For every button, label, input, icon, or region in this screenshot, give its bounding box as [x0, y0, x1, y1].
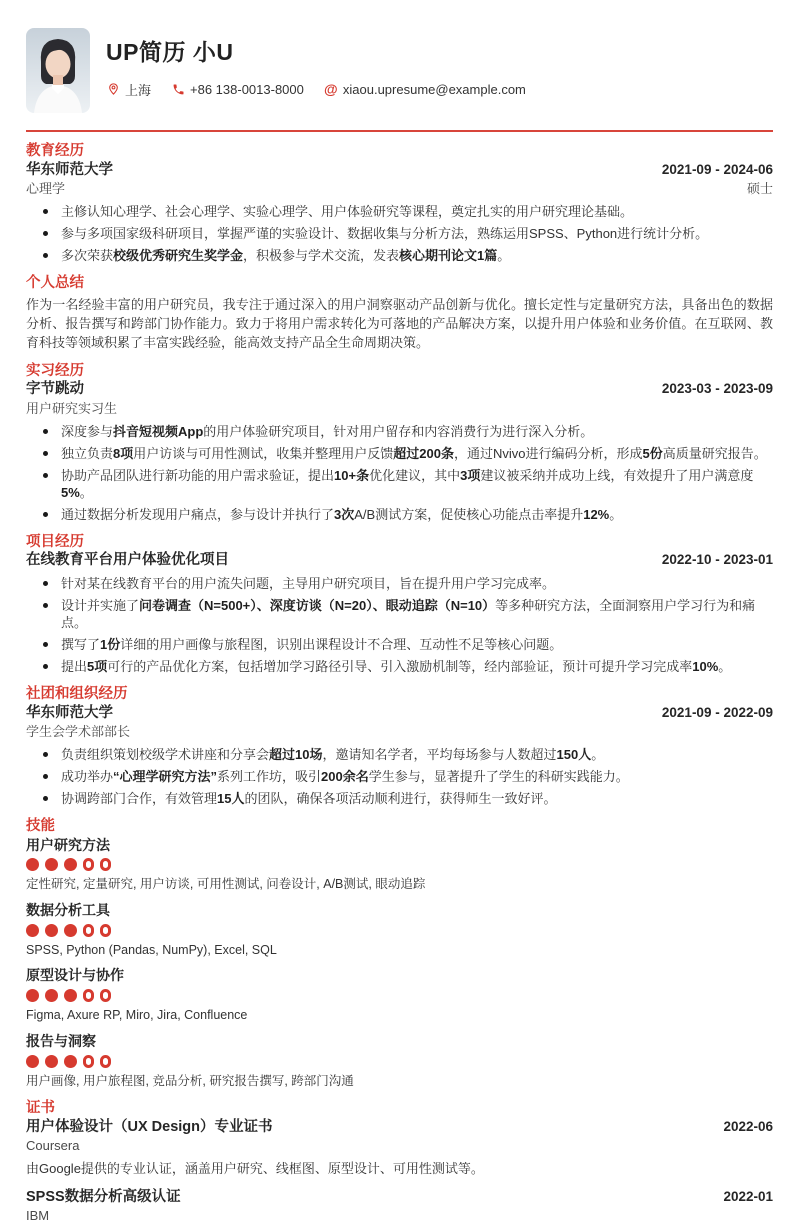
- contact-phone: [171, 82, 304, 97]
- text-segment: 。: [497, 247, 511, 263]
- bullet-list: [26, 575, 773, 675]
- highlighted-text: 10%: [692, 658, 719, 674]
- bullet-dot: [43, 209, 48, 214]
- skill-level-indicator: [26, 1055, 773, 1068]
- entry-title: 在线教育平台用户体验优化项目: [26, 552, 229, 569]
- email-text: xiaou.upresume@example.com: [342, 81, 526, 97]
- level-dot-filled: [64, 1055, 77, 1068]
- bullet-text: [61, 790, 773, 807]
- section-projects: [26, 534, 773, 675]
- level-dot-filled: [26, 1055, 39, 1068]
- skill-group: [26, 1033, 773, 1089]
- entry-subtitle: 学生会学术部部长: [26, 724, 131, 740]
- text-segment: 建议被采纳并成功上线，有效提升了用户满意度: [480, 467, 754, 483]
- skill-name: 数据分析工具: [26, 901, 110, 918]
- level-dot-empty: [83, 1055, 94, 1068]
- bullet-item: [26, 423, 773, 440]
- profile-photo: [26, 28, 90, 113]
- entry-header-row: [26, 162, 773, 179]
- section-certificates: [26, 1100, 773, 1223]
- level-dot-empty: [100, 989, 111, 1002]
- bullet-text: [61, 658, 773, 675]
- skill-items: 定性研究, 定量研究, 用户访谈, 可用性测试, 问卷设计, A/B测试, 眼动追踪: [26, 877, 426, 892]
- level-dot-empty: [100, 1055, 111, 1068]
- location-icon: [106, 82, 120, 96]
- certificate-entry: [26, 1119, 773, 1178]
- bullet-dot: [43, 473, 48, 478]
- bullet-text: [61, 445, 773, 462]
- bullet-dot: [43, 752, 48, 757]
- profile-photo-illustration: [26, 28, 90, 113]
- email-icon: @: [324, 81, 338, 98]
- bullet-text: [61, 746, 773, 763]
- text-segment: 的用户体验研究项目，针对用户留存和内容消费行为进行深入分析。: [203, 423, 594, 439]
- skill-level-indicator: [26, 858, 773, 871]
- level-dot-filled: [26, 924, 39, 937]
- highlighted-text: 15人: [217, 790, 245, 806]
- certificate-date: 2022-06: [723, 1118, 773, 1134]
- text-segment: 协调跨部门合作，有效管理: [61, 790, 218, 806]
- bullet-list: [26, 203, 773, 264]
- level-dot-filled: [26, 989, 39, 1002]
- entry-title: 华东师范大学: [26, 704, 113, 721]
- highlighted-text: 超过200条: [393, 445, 454, 461]
- text-segment: ，通过Nvivo进行编码分析，形成: [453, 445, 643, 461]
- text-segment: 。: [609, 506, 623, 522]
- entry-date: 2023-03 - 2023-09: [661, 381, 773, 397]
- text-segment: 通过数据分析发现用户痛点，参与设计并执行了: [61, 506, 335, 522]
- entry-title: 华东师范大学: [26, 161, 113, 178]
- skill-items: 用户画像, 用户旅程图, 竞品分析, 研究报告撰写, 跨部门沟通: [26, 1073, 354, 1088]
- highlighted-text: 3项: [460, 467, 481, 483]
- bullet-item: [26, 790, 773, 807]
- highlighted-text: 8项: [113, 445, 134, 461]
- text-segment: 等多种研究方法，全面洞察用户学习行为和痛点。: [61, 597, 756, 630]
- bullet-item: [26, 636, 773, 653]
- level-dot-empty: [83, 924, 94, 937]
- highlighted-text: 5份: [642, 445, 663, 461]
- header-text: [106, 28, 526, 113]
- section-organizations: [26, 686, 773, 807]
- header-divider: [26, 130, 773, 132]
- section-skills: [26, 818, 773, 1089]
- bullet-item: [26, 247, 773, 264]
- bullet-text: [61, 575, 773, 592]
- level-dot-filled: [45, 924, 58, 937]
- level-dot-filled: [45, 858, 58, 871]
- text-segment: 系列工作坊，吸引: [217, 768, 322, 784]
- skill-level-indicator: [26, 924, 773, 937]
- bullet-dot: [43, 451, 48, 456]
- text-segment: 撰写了: [61, 636, 101, 652]
- highlighted-text: 5%: [61, 484, 80, 500]
- entry-subtitle-row: [26, 181, 773, 197]
- highlighted-text: 超过10场: [269, 746, 323, 762]
- bullet-list: [26, 423, 773, 523]
- text-segment: 提出: [61, 658, 88, 674]
- candidate-name: UP简历 小U: [106, 39, 234, 65]
- bullet-item: [26, 768, 773, 785]
- text-segment: 用户访谈与可用性测试，收集并整理用户反馈: [133, 445, 394, 461]
- bullet-dot: [43, 429, 48, 434]
- text-segment: 学生参与，显著提升了学生的科研实践能力。: [368, 768, 629, 784]
- contact-email: [324, 82, 526, 97]
- bullet-item: [26, 225, 773, 242]
- entry-subtitle: 心理学: [26, 181, 66, 197]
- level-dot-filled: [45, 1055, 58, 1068]
- text-segment: ，邀请知名学者，平均每场参与人数超过: [322, 746, 557, 762]
- entry-header-row: [26, 552, 773, 569]
- skill-group: [26, 902, 773, 958]
- certificate-entry: [26, 1189, 773, 1223]
- text-segment: 针对某在线教育平台的用户流失问题，主导用户研究项目，旨在提升用户学习完成率。: [61, 575, 556, 591]
- entry-subtitle-row: [26, 401, 773, 417]
- highlighted-text: 1份: [100, 636, 121, 652]
- level-dot-empty: [100, 924, 111, 937]
- highlighted-text: 抖音短视频App: [113, 423, 204, 439]
- bullet-text: [61, 506, 773, 523]
- text-segment: 高质量研究报告。: [662, 445, 767, 461]
- skill-items: SPSS, Python (Pandas, NumPy), Excel, SQL: [26, 942, 277, 957]
- resume-header: [26, 28, 773, 113]
- certificate-issuer: IBM: [26, 1207, 50, 1223]
- skill-group: [26, 837, 773, 893]
- bullet-item: [26, 203, 773, 220]
- certificate-title: SPSS数据分析高级认证: [26, 1189, 181, 1206]
- level-dot-filled: [64, 924, 77, 937]
- level-dot-empty: [100, 858, 111, 871]
- text-segment: 可行的产品优化方案，包括增加学习路径引导、引入激励机制等，经内部验证，预计可提升学习完成率: [107, 658, 693, 674]
- bullet-dot: [43, 231, 48, 236]
- highlighted-text: “心理学研究方法”: [113, 768, 218, 784]
- bullet-dot: [43, 253, 48, 258]
- text-segment: 成功举办: [61, 768, 114, 784]
- highlighted-text: 问卷调查（N=500+）、深度访谈（N=20）、眼动追踪（N=10）: [139, 597, 496, 613]
- entry-title: 字节跳动: [26, 381, 84, 398]
- entry-subtitle-row: [26, 724, 773, 740]
- text-segment: 优化建议，其中: [369, 467, 461, 483]
- bullet-text: [61, 247, 773, 264]
- section-title: 证书: [26, 1100, 55, 1117]
- bullet-text: [61, 467, 773, 501]
- bullet-dot: [43, 664, 48, 669]
- bullet-item: [26, 575, 773, 592]
- text-segment: 独立负责: [61, 445, 114, 461]
- bullet-text: [61, 636, 773, 653]
- text-segment: 设计并实施了: [61, 597, 140, 613]
- summary-paragraph: 作为一名经验丰富的用户研究员，我专注于通过深入的用户洞察驱动产品创新与优化。擅长定性与定量研究方法，具备出色的数据分析、报告撰写和跨部门协作能力。致力于将用户需求转化为可落地的产品解决方案，以提升用户体验和业务价值。在互联网、教育科技等领域积累了丰富实践经验，能高效支持产品全生命周期决策。: [26, 296, 773, 350]
- bullet-item: [26, 597, 773, 631]
- bullet-text: [61, 225, 773, 242]
- text-segment: 主修认知心理学、社会心理学、实验心理学、用户体验研究等课程，奠定扎实的用户研究理论基础。: [61, 203, 634, 219]
- text-segment: 参与多项国家级科研项目，掌握严谨的实验设计、数据收集与分析方法，熟练运用SPSS、Python进行统计分析。: [61, 225, 709, 241]
- entry-header-row: [26, 705, 773, 722]
- level-dot-empty: [83, 858, 94, 871]
- phone-text: +86 138-0013-8000: [190, 81, 304, 97]
- highlighted-text: 150人: [556, 746, 592, 762]
- skill-items: Figma, Axure RP, Miro, Jira, Confluence: [26, 1008, 248, 1023]
- sections-container: [26, 143, 773, 1223]
- bullet-dot: [43, 774, 48, 779]
- bullet-dot: [43, 581, 48, 586]
- section-education: [26, 143, 773, 264]
- bullet-text: [61, 597, 773, 631]
- bullet-text: [61, 423, 773, 440]
- text-segment: A/B测试方案，促使核心功能点击率提升: [354, 506, 584, 522]
- bullet-dot: [43, 512, 48, 517]
- highlighted-text: 10+条: [334, 467, 370, 483]
- skill-name: 报告与洞察: [26, 1032, 96, 1049]
- phone-icon: [171, 82, 185, 96]
- text-segment: 。: [79, 484, 93, 500]
- section-title: 个人总结: [26, 274, 84, 291]
- text-segment: 。: [591, 746, 605, 762]
- section-internship: [26, 363, 773, 523]
- entry-date: 2021-09 - 2024-06: [661, 161, 773, 177]
- entry-date: 2022-10 - 2023-01: [661, 552, 773, 568]
- level-dot-filled: [26, 858, 39, 871]
- certificate-date: 2022-01: [723, 1189, 773, 1205]
- section-title: 技能: [26, 817, 55, 834]
- level-dot-filled: [64, 858, 77, 871]
- highlighted-text: 核心期刊论文1篇: [399, 247, 498, 263]
- highlighted-text: 200余名: [321, 768, 369, 784]
- bullet-item: [26, 445, 773, 462]
- section-summary: [26, 275, 773, 352]
- certificate-description: 由Google提供的专业认证，涵盖用户研究、线框图、原型设计、可用性测试等。: [26, 1161, 484, 1177]
- section-title: 实习经历: [26, 362, 84, 379]
- bullet-item: [26, 506, 773, 523]
- entry-date: 2021-09 - 2022-09: [661, 704, 773, 720]
- highlighted-text: 12%: [583, 506, 610, 522]
- entry-degree: 硕士: [746, 181, 773, 197]
- text-segment: 的团队，确保各项活动顺利进行，获得师生一致好评。: [244, 790, 557, 806]
- bullet-dot: [43, 796, 48, 801]
- text-segment: 协助产品团队进行新功能的用户需求验证，提出: [61, 467, 335, 483]
- highlighted-text: 校级优秀研究生奖学金: [113, 247, 244, 263]
- certificate-header-row: [26, 1189, 773, 1206]
- highlighted-text: 3次: [334, 506, 355, 522]
- bullet-text: [61, 768, 773, 785]
- skill-group: [26, 967, 773, 1023]
- bullet-item: [26, 467, 773, 501]
- bullet-text: [61, 203, 773, 220]
- text-segment: 负责组织策划校级学术讲座和分享会: [61, 746, 270, 762]
- skill-level-indicator: [26, 989, 773, 1002]
- highlighted-text: 5项: [87, 658, 108, 674]
- bullet-dot: [43, 642, 48, 647]
- bullet-dot: [43, 603, 48, 608]
- text-segment: 多次荣获: [61, 247, 114, 263]
- skill-name: 原型设计与协作: [26, 967, 124, 984]
- section-title: 教育经历: [26, 143, 84, 159]
- entry-header-row: [26, 381, 773, 398]
- certificate-issuer: Coursera: [26, 1137, 80, 1153]
- level-dot-filled: [45, 989, 58, 1002]
- contact-row: [106, 80, 526, 99]
- bullet-list: [26, 746, 773, 807]
- bullet-item: [26, 746, 773, 763]
- text-segment: 。: [718, 658, 732, 674]
- text-segment: ，积极参与学术交流，发表: [243, 247, 400, 263]
- level-dot-empty: [83, 989, 94, 1002]
- bullet-item: [26, 658, 773, 675]
- certificate-title: 用户体验设计（UX Design）专业证书: [26, 1118, 273, 1135]
- skill-name: 用户研究方法: [26, 836, 110, 853]
- text-segment: 详细的用户画像与旅程图，识别出课程设计不合理、互动性不足等核心问题。: [120, 636, 563, 652]
- certificate-header-row: [26, 1119, 773, 1136]
- section-title: 项目经历: [26, 533, 84, 550]
- level-dot-filled: [64, 989, 77, 1002]
- entry-subtitle: 用户研究实习生: [26, 400, 118, 416]
- text-segment: 深度参与: [61, 423, 114, 439]
- section-title: 社团和组织经历: [26, 685, 128, 702]
- contact-location: [106, 80, 151, 99]
- location-text: 上海: [125, 82, 152, 98]
